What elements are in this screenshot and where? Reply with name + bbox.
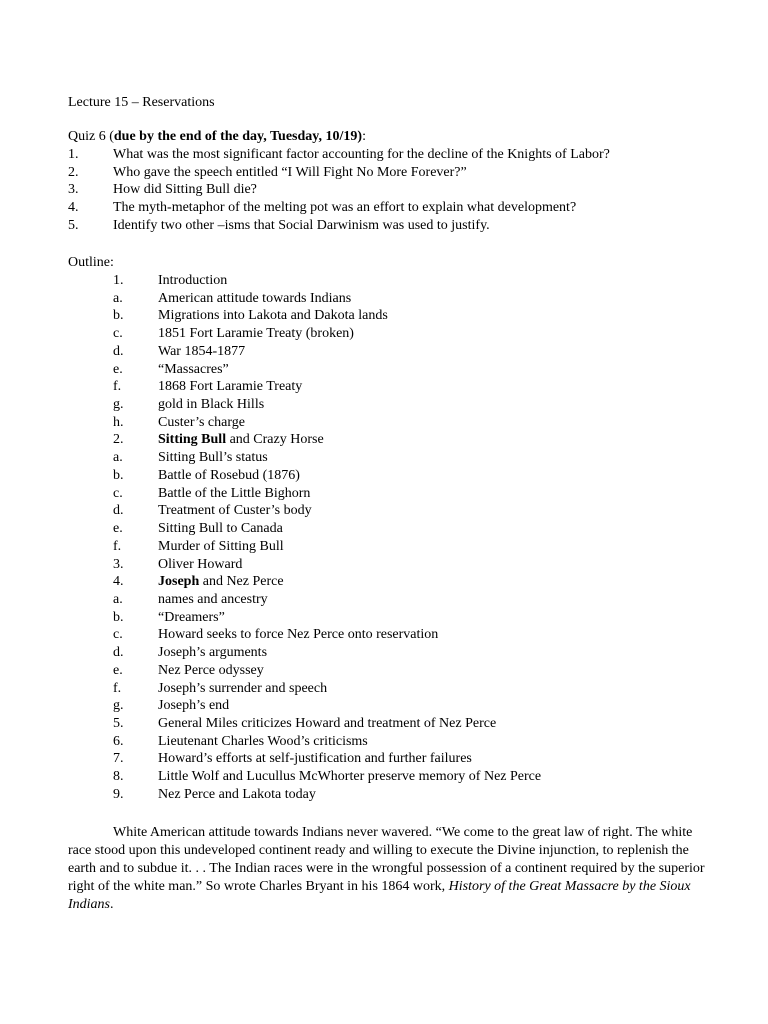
outline-rest-text: and Nez Perce (199, 574, 284, 590)
outline-marker: f. (113, 379, 122, 395)
outline-text: Migrations into Lakota and Dakota lands (158, 308, 388, 324)
paragraph-end: . (110, 897, 114, 912)
outline-text: Howard seeks to force Nez Perce onto reservation (158, 627, 439, 643)
outline-marker: h. (113, 414, 124, 430)
outline-text: 1851 Fort Laramie Treaty (broken) (158, 326, 354, 342)
outline-marker: a. (113, 591, 123, 607)
outline-text: Murder of Sitting Bull (158, 538, 284, 554)
outline-marker: a. (113, 290, 123, 306)
outline-text: Introduction (158, 273, 228, 288)
question-text: How did Sitting Bull die? (113, 182, 257, 198)
outline-heading: Outline: (68, 255, 114, 270)
question-number: 4. (68, 200, 79, 216)
outline-text: General Miles criticizes Howard and treatment of Nez Perce (158, 716, 497, 731)
outline-marker: d. (113, 645, 124, 661)
outline-marker: b. (113, 308, 124, 324)
quiz-heading (68, 128, 366, 145)
outline-text: Sitting Bull’s status (158, 450, 268, 466)
outline-text: Joseph’s arguments (158, 645, 268, 661)
quiz-suffix: : (362, 129, 366, 144)
outline-marker: c. (113, 326, 123, 342)
outline-text: Battle of Rosebud (1876) (158, 467, 300, 483)
outline-text: names and ancestry (158, 591, 268, 607)
outline-marker: c. (113, 485, 123, 501)
outline-marker: 3. (113, 556, 124, 572)
outline-text: Little Wolf and Lucullus McWhorter preserve memory of Nez Perce (158, 769, 542, 785)
outline-marker: e. (113, 361, 123, 377)
outline-marker: f. (113, 538, 122, 554)
outline-marker: e. (113, 521, 123, 537)
outline-text: American attitude towards Indians (158, 290, 352, 306)
outline-marker: a. (113, 450, 123, 466)
question-number: 5. (68, 217, 79, 233)
outline-bold-name: Joseph (158, 574, 200, 590)
outline-text: 1868 Fort Laramie Treaty (158, 379, 303, 395)
quiz-due-date: due by the end of the day, Tuesday, 10/19) (113, 129, 363, 144)
outline-rest-text: and Crazy Horse (226, 432, 324, 448)
outline-text: “Dreamers” (158, 609, 225, 625)
question-text: Identify two other –isms that Social Darwinism was used to justify. (113, 217, 490, 233)
outline-text: Treatment of Custer’s body (158, 503, 312, 519)
outline-text: Custer’s charge (158, 414, 245, 430)
body-paragraph (68, 824, 708, 914)
outline-marker: b. (113, 609, 124, 625)
outline-text (158, 431, 324, 448)
outline-text: Sitting Bull to Canada (158, 521, 283, 537)
outline-marker: 1. (113, 273, 124, 288)
question-number: 2. (68, 164, 79, 180)
outline-marker: d. (113, 343, 124, 359)
outline-text (158, 573, 284, 590)
outline-marker: 4. (113, 574, 124, 590)
outline-marker: g. (113, 698, 124, 714)
question-text: What was the most significant factor accounting for the decline of the Knights of Labor? (113, 147, 610, 162)
outline-text: “Massacres” (158, 361, 229, 377)
question-text: Who gave the speech entitled “I Will Fight No More Forever?” (113, 164, 467, 180)
question-text: The myth-metaphor of the melting pot was an effort to explain what development? (113, 200, 577, 216)
outline-text: Battle of the Little Bighorn (158, 485, 311, 501)
outline-text: Oliver Howard (158, 556, 243, 572)
outline-text: Howard’s efforts at self-justification and further failures (158, 751, 472, 767)
book-title: History of the Great Massacre by the Sioux Indians (68, 879, 691, 912)
paragraph-text: White American attitude towards Indians never wavered. “We come to the great law of right. The white race stood upon this undeveloped continent ready and willing to execute the Divine injunction, to replenish the earth and to subdue it. . . The Indian races were in the wrongful possession of a continent required by the superior right of the white man.” So wrote Charles Bryant in his 1864 work, (68, 825, 705, 894)
outline-marker: d. (113, 503, 124, 519)
outline-marker: c. (113, 627, 123, 643)
quiz-label: Quiz 6 ( (68, 129, 114, 144)
outline-text: Lieutenant Charles Wood’s criticisms (158, 733, 368, 749)
outline-marker: 8. (113, 769, 124, 785)
outline-text: Nez Perce and Lakota today (158, 786, 316, 802)
question-number: 3. (68, 182, 79, 198)
outline-text: Nez Perce odyssey (158, 662, 264, 678)
outline-text: Joseph’s surrender and speech (158, 680, 328, 696)
outline-marker: g. (113, 397, 124, 413)
outline-text: War 1854-1877 (158, 343, 246, 359)
outline-bold-name: Sitting Bull (158, 432, 227, 448)
outline-marker: 9. (113, 786, 124, 802)
lecture-title: Lecture 15 – Reservations (68, 95, 215, 110)
outline-marker: 2. (113, 432, 124, 448)
outline-marker: b. (113, 467, 124, 483)
outline-marker: e. (113, 662, 123, 678)
question-number: 1. (68, 147, 79, 162)
outline-marker: 5. (113, 716, 124, 731)
outline-text: gold in Black Hills (158, 397, 265, 413)
outline-marker: 7. (113, 751, 124, 767)
outline-marker: 6. (113, 733, 124, 749)
outline-text: Joseph’s end (158, 698, 230, 714)
outline-marker: f. (113, 680, 122, 696)
